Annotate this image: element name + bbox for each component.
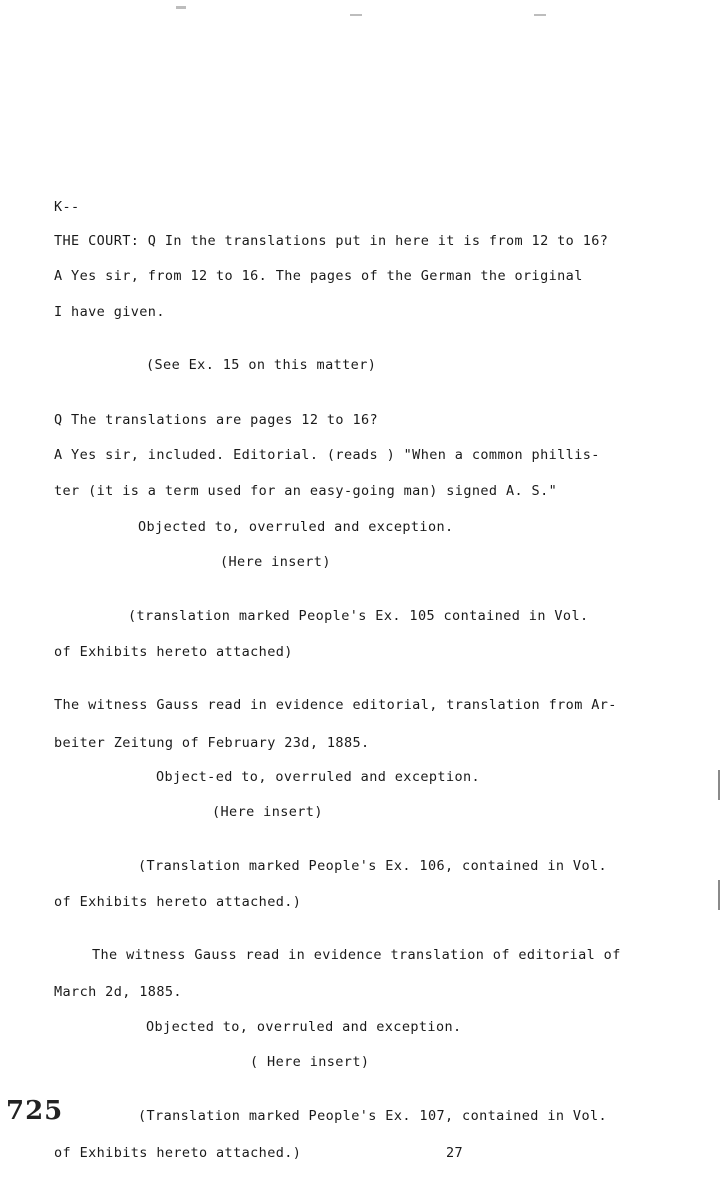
text-line: Object-ed to, overruled and exception. <box>156 769 481 785</box>
text-line: K-- <box>54 199 80 215</box>
text-line: of Exhibits hereto attached.) <box>54 1145 302 1161</box>
text-line: (Here insert) <box>220 554 331 570</box>
text-line: Q The translations are pages 12 to 16? <box>54 412 379 428</box>
text-line: The witness Gauss read in evidence editorial, translation from Ar- <box>54 697 617 713</box>
scan-mark <box>534 14 546 16</box>
margin-mark <box>718 880 720 910</box>
text-line: ter (it is a term used for an easy-going man) signed A. S." <box>54 483 558 499</box>
scan-mark <box>176 6 186 9</box>
handwritten-page-number: 725 <box>6 1096 64 1126</box>
text-line: of Exhibits hereto attached) <box>54 644 293 660</box>
text-line: (Here insert) <box>212 804 323 820</box>
scan-mark <box>350 14 362 16</box>
text-line: I have given. <box>54 304 165 320</box>
margin-mark <box>718 770 720 800</box>
text-line: of Exhibits hereto attached.) <box>54 894 302 910</box>
text-line: (translation marked People's Ex. 105 contained in Vol. <box>128 608 589 624</box>
text-line: beiter Zeitung of February 23d, 1885. <box>54 735 370 751</box>
page-number: 27 <box>446 1145 464 1161</box>
text-line: (Translation marked People's Ex. 106, contained in Vol. <box>138 858 608 874</box>
text-line: ( Here insert) <box>250 1054 370 1070</box>
text-line: (Translation marked People's Ex. 107, contained in Vol. <box>138 1108 608 1124</box>
text-line: March 2d, 1885. <box>54 984 182 1000</box>
text-line: The witness Gauss read in evidence translation of editorial of <box>92 947 621 963</box>
text-line: A Yes sir, from 12 to 16. The pages of the German the original <box>54 268 583 284</box>
text-line: Objected to, overruled and exception. <box>146 1019 462 1035</box>
text-line: THE COURT: Q In the translations put in here it is from 12 to 16? <box>54 233 609 249</box>
text-line: (See Ex. 15 on this matter) <box>146 357 377 373</box>
text-line: A Yes sir, included. Editorial. (reads ) "When a common phillis- <box>54 447 600 463</box>
text-line: Objected to, overruled and exception. <box>138 519 454 535</box>
